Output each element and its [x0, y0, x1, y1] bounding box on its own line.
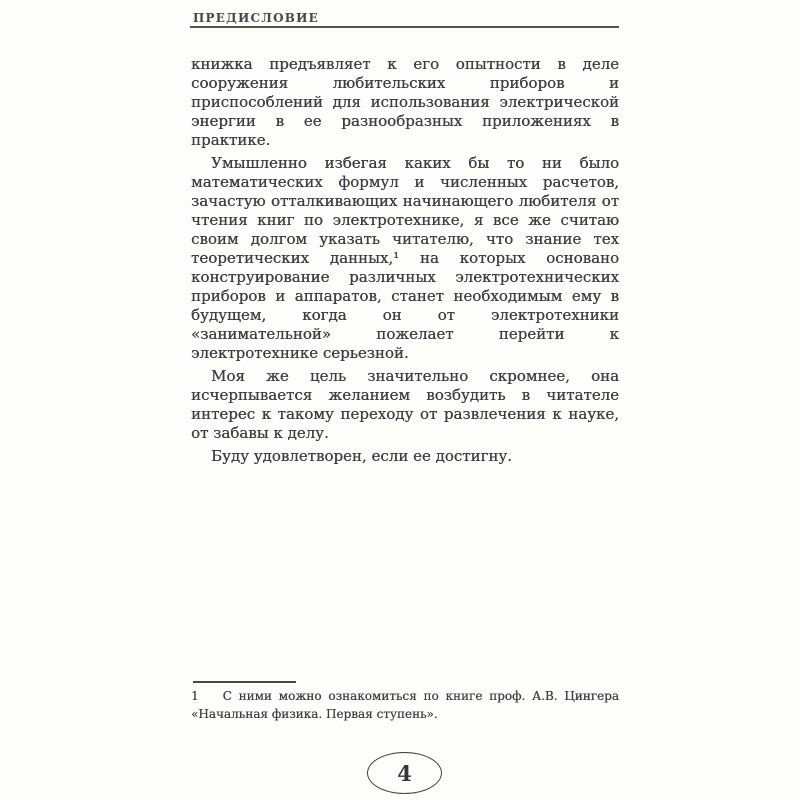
running-head-title: ПРЕДИСЛОВИЕ: [193, 11, 319, 25]
paragraph: Буду удовлетворен, если ее достигну.: [211, 447, 512, 465]
footnote-rule: [193, 681, 296, 683]
running-head-rule: [190, 26, 619, 28]
footnote-text: С ними можно ознакомиться по книге проф. А.В. Цингера «Начальная физика. Первая ступень».: [191, 689, 619, 721]
paragraph: Умышленно избегая каких бы то ни было математических формул и численных расчетов, зачастую отталкивающих начинающего любителя от чтения книг по электротехнике, я все же считаю своим долгом указать читателю, что знание тех теоретических данных,¹ на которых основано конструирование различных электротехнических приборов и аппаратов, станет необходимым ему в будущем, когда он от электротехники «занимательной» пожелает перейти к электротехнике серьезной.: [191, 154, 619, 362]
paragraph: книжка предъявляет к его опытности в деле сооружения любительских приборов и приспособлений для использования электрической энергии в ее разнообразных приложениях в практике.: [191, 55, 619, 149]
page-number: 4: [397, 760, 412, 786]
footnote-marker: 1: [191, 689, 199, 703]
body-text: [191, 55, 619, 470]
footnote: [191, 688, 619, 723]
paragraph: Моя же цель значительно скромнее, она исчерпывается желанием возбудить в читателе интерес к такому переходу от развлечения к науке, от забавы к делу.: [191, 367, 619, 442]
page-number-oval: [367, 752, 442, 794]
